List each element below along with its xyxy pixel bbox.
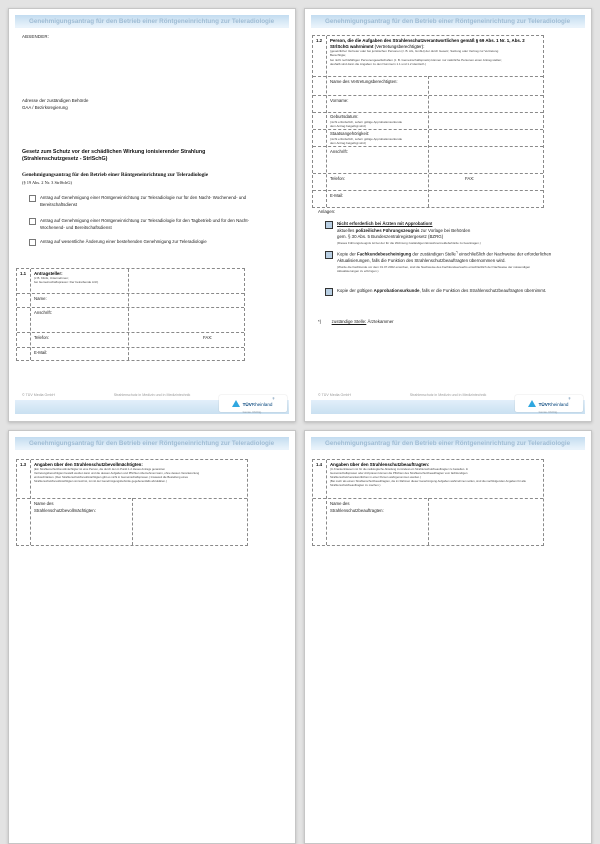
section-note: bei nicht rechtsfähigen Personengesellschaften (z. B. Gemeinschaftspraxis) können nur natürliche Personen einen Antrag stellen; bbox=[330, 57, 502, 62]
logo-tagline: Genau. Richtig. bbox=[538, 409, 558, 414]
address-line: GAA / Bezirksregierung bbox=[22, 105, 68, 111]
address-line: Adresse der zuständigen Behörde bbox=[22, 98, 89, 103]
anlagen-label: Anlagen: bbox=[318, 209, 336, 214]
absender-label: ABSENDER: bbox=[22, 34, 50, 39]
field-label: E-Mail: bbox=[34, 350, 48, 355]
attachment-note: (Dieses Führungszeugnis ist bei der für die Wohnung zuständigen Einwohnermeldebehörde zu beantragen.) bbox=[337, 240, 481, 245]
section-title-suffix: (Vertretungsberechtigter): bbox=[374, 43, 425, 49]
section-note: (z.B. Klinik, Unternehmen; bbox=[34, 276, 69, 280]
field-label: Anschrift: bbox=[34, 310, 52, 315]
section-note: Strahlenschutzverantwortlichen in einer Person wahrgenommen werden.) bbox=[330, 474, 421, 479]
application-option-3 bbox=[29, 238, 273, 246]
row-email-field[interactable] bbox=[17, 347, 244, 360]
table-header-row bbox=[313, 460, 543, 498]
logo-text: Rheinland bbox=[547, 401, 569, 407]
row-email-field[interactable] bbox=[313, 190, 543, 207]
table-header-row bbox=[17, 269, 244, 293]
row-name-field[interactable] bbox=[313, 498, 543, 545]
footer-copyright: © TÜV Media GmbH bbox=[318, 393, 351, 397]
section-note: einzuschränken. (Den Strahlenschutzbevollmächtigten gibt es nicht in Gemeinschaftspraxen.) Inwieweit die Bestellung eines bbox=[34, 474, 188, 479]
field-label: Strahlenschutzbevollmächtigten: bbox=[34, 508, 96, 513]
form-heading: Genehmigungsantrag für den Betrieb einer Röntgeneinrichtung zur Teleradiologie bbox=[22, 172, 209, 178]
field-label: Name des bbox=[34, 501, 54, 506]
section-note: (In Krankenhäusern ist für die radiologische Abteilung zumindest ein Strahlenschutzbeauftragter zu bestellen. In bbox=[330, 467, 469, 472]
section-note: Strahlenschutzbevollmächtigten sinnvoll ist, ist mit der Genehmigungsbehörde gegebenenfalls abzuklären.) bbox=[34, 478, 167, 483]
table-header-row bbox=[313, 36, 543, 76]
field-label: Telefon: bbox=[330, 176, 346, 181]
page-title: Genehmigungsantrag für den Betrieb einer Röntgeneinrichtung zur Teleradiologie bbox=[325, 18, 571, 25]
field-label: Vorname: bbox=[330, 98, 349, 103]
beauftragter-table bbox=[312, 459, 544, 546]
law-heading: Gesetz zum Schutz vor der schädlichen Wirkung ionisierender Strahlung (Strahlenschutzgesetz - StrlSchG) bbox=[22, 149, 206, 163]
footer-band bbox=[311, 397, 585, 414]
field-label: E-Mail: bbox=[330, 193, 344, 198]
field-label: Anschrift: bbox=[330, 149, 348, 154]
logo-reg-mark: ® bbox=[272, 397, 275, 401]
section-note: Gemeinschaftspraxen oder Arztpraxen können die Pflichten des Strahlenschutzbeauftragten vom fachkundigen bbox=[330, 471, 468, 476]
attachment-fachkunde: Kopie der Fachkundebescheinigung der zuständigen Stelle*) einschließlich der Nachweise der erforderlichen Aktualisierungen, falls die Funktion des Strahlenschutzbeauftragten übernommen wird. (Wurde die Fachkunde vor dem 01.07.2002 erworben, sind die Nachweise des Fachkundeerwerbs einschließlich der Nachweise der notwendigen Aktualisierungen zu erbringen.) bbox=[325, 251, 569, 273]
logo-text: TÜV bbox=[538, 401, 548, 407]
section-note: (Bei mehr als einem Strahlenschutzbeauftragten, die im Rahmen dieser Genehmigung Aufgaben wahrnehmen sollen, sind die nachfolgenden Angaben für alle Strahlenschutzbeauftragten zu machen.) bbox=[330, 478, 526, 487]
row-name-field[interactable] bbox=[17, 498, 247, 545]
footer-series-title: Strahlenschutz in Medizin und in Medizintechnik bbox=[409, 393, 487, 397]
form-page-3 bbox=[8, 430, 296, 844]
row-telefon-fax-field[interactable] bbox=[313, 173, 543, 190]
checkbox-icon[interactable] bbox=[325, 221, 333, 229]
checkbox-label: Antrag auf Genehmigung einer Röntgeneinrichtung zur Teleradiologie nur für den Nacht- Wochenend- und Bereitschaftsdienst bbox=[40, 195, 247, 208]
checkbox-icon[interactable] bbox=[29, 218, 36, 225]
page-title: Genehmigungsantrag für den Betrieb einer Röntgeneinrichtung zur Teleradiologie bbox=[325, 440, 571, 447]
section-note: Vertretungsberechtigten bestellt werden kann und die dessen Aufgaben und Pflichten übernehmen kann, ohne dessen Verantwortung bbox=[34, 471, 200, 476]
tuv-rheinland-logo bbox=[219, 395, 287, 412]
form-page-2 bbox=[304, 8, 592, 422]
field-label: Name: bbox=[34, 296, 47, 301]
section-note: Berechtigte; bbox=[330, 53, 347, 58]
section-title: Antragsteller: bbox=[34, 271, 63, 276]
field-note: (nicht erforderlich, sofern gültige Approbationsurkunde dem Antrag beigefügt wird) bbox=[330, 137, 403, 146]
attachment-approbation: Kopie der gültigen Approbationsurkunde, falls er die Funktion des Strahlenschutzbeauftragten übernimmt. bbox=[325, 288, 569, 296]
row-name-field[interactable] bbox=[313, 76, 543, 95]
checkbox-icon[interactable] bbox=[29, 239, 36, 246]
field-label: Staatsangehörigkeit: bbox=[330, 131, 370, 136]
row-anschrift-field[interactable] bbox=[17, 307, 244, 332]
checkbox-icon[interactable] bbox=[325, 251, 333, 259]
logo-reg-mark: ® bbox=[568, 397, 571, 401]
field-label: Name des bbox=[330, 501, 350, 506]
application-option-2 bbox=[29, 217, 273, 232]
field-label: Telefon: bbox=[34, 335, 50, 340]
page-title: Genehmigungsantrag für den Betrieb einer Röntgeneinrichtung zur Teleradiologie bbox=[29, 18, 275, 25]
applicant-table bbox=[16, 268, 245, 361]
form-page-1 bbox=[8, 8, 296, 422]
tuv-triangle-icon bbox=[232, 400, 240, 407]
section-number: 1.1 bbox=[20, 271, 27, 276]
field-label: Strahlenschutzbeauftragten: bbox=[330, 508, 384, 513]
table-header-row bbox=[17, 460, 247, 498]
row-vorname-field[interactable] bbox=[313, 95, 543, 112]
section-title: Angaben über den Strahlenschutzbeauftragten: bbox=[330, 462, 430, 467]
section-note: bei Gemeinschaftspraxen: Der betreibende Arzt) bbox=[34, 280, 99, 285]
section-number: 1.4 bbox=[316, 462, 323, 467]
row-geburtsdatum-field[interactable] bbox=[313, 112, 543, 129]
page-header-band bbox=[15, 15, 289, 28]
footer-series-title: Strahlenschutz in Medizin und in Medizintechnik bbox=[113, 393, 191, 397]
logo-text: Rheinland bbox=[251, 401, 273, 407]
page-header-band bbox=[15, 437, 289, 450]
section-number: 1.2 bbox=[316, 38, 323, 43]
field-note: (nicht erforderlich, sofern gültige Approbationsurkunde dem Antrag beigefügt wird) bbox=[330, 120, 403, 129]
form-heading-sub: (§ 19 Abs. 2 Nr. 3 StrlSchG) bbox=[22, 180, 73, 185]
row-anschrift-field[interactable] bbox=[313, 146, 543, 173]
checkbox-label: Antrag auf wesentliche Änderung einer bestehenden Genehmigung zur Teleradiologie bbox=[40, 239, 207, 244]
row-name-field[interactable] bbox=[17, 293, 244, 307]
field-label: Name des Vertretungsberechtigten: bbox=[330, 79, 398, 84]
field-label-fax: FAX: bbox=[465, 176, 475, 181]
attachment-fuehrungszeugnis: Nicht erforderlich bei Ärzten mit Approbation! aktuelles polizeiliches Führungszeugnis zur Vorlage bei Behörden gem. § 30 Abs. 5 Bundeszentralregistergesetz (BZRG) (Dieses Führungszeugnis ist bei der für die Wohnung zuständigen Einwohnermeldebehörde zu beantragen.) bbox=[325, 221, 569, 245]
section-title: Angaben über den Strahlenschutzbevollmächtigten: bbox=[34, 462, 143, 467]
logo-tagline: Genau. Richtig. bbox=[242, 409, 262, 414]
row-staatsangehoerigkeit-field[interactable] bbox=[313, 129, 543, 146]
bevollmaechtigter-table bbox=[16, 459, 248, 546]
page-header-band bbox=[311, 15, 585, 28]
footnote-marker: *) bbox=[318, 319, 322, 324]
representative-table bbox=[312, 35, 544, 208]
field-label-fax: FAX: bbox=[203, 335, 213, 340]
attachment-note: (Wurde die Fachkunde vor dem 01.07.2002 erworben, sind die Nachweise des Fachkundeerwerbs einschließlich der Nachweise der notwendigen Aktualisierungen zu erbringen.) bbox=[337, 264, 531, 273]
footnote: *) zuständige Stelle: Ärztekammer bbox=[318, 319, 394, 324]
tuv-rheinland-logo bbox=[515, 395, 583, 412]
form-page-4 bbox=[304, 430, 592, 844]
application-option-1 bbox=[29, 194, 273, 209]
footer-copyright: © TÜV Media GmbH bbox=[22, 393, 55, 397]
section-note: deshalb sind dann die Angaben zu den Nummern 1.1 und 1.2 identisch.) bbox=[330, 61, 427, 66]
checkbox-label: Antrag auf Genehmigung einer Röntgeneinrichtung zur Teleradiologie für den Tagbetrieb und für den Nacht- Wochenend- und Bereitschaftsdienst bbox=[40, 218, 250, 231]
logo-text: TÜV bbox=[242, 401, 252, 407]
checkbox-icon[interactable] bbox=[29, 195, 36, 202]
field-label: Geburtsdatum: bbox=[330, 114, 359, 119]
page-title: Genehmigungsantrag für den Betrieb einer Röntgeneinrichtung zur Teleradiologie bbox=[29, 440, 275, 447]
section-number: 1.3 bbox=[20, 462, 27, 467]
footer-band bbox=[15, 397, 289, 414]
attachment-headline: Nicht erforderlich bei Ärzten mit Approbation! bbox=[337, 221, 433, 226]
row-telefon-fax-field[interactable] bbox=[17, 332, 244, 347]
section-note: (Ein Strahlenschutzbevollmächtigter ist eine Person, die durch den in Punkt 1.2 dieses Antrags genannten bbox=[34, 467, 166, 472]
section-title: Person, die die Aufgaben des Strahlenschutzverantwortlichen gemäß § 69 Abs. 1 Nr. 1, Abs. 2 StrlSchG wahrnimmt bbox=[330, 38, 525, 49]
checkbox-icon[interactable] bbox=[325, 288, 333, 296]
authority-address bbox=[22, 97, 88, 112]
page-header-band bbox=[311, 437, 585, 450]
section-note: (gesetzlicher Vertreter oder bei juristischen Personen (z. B. AG, GmbH) der durch Gesetz, Satzung oder Vertrag zur Vertretung bbox=[330, 49, 499, 54]
tuv-triangle-icon bbox=[528, 400, 536, 407]
